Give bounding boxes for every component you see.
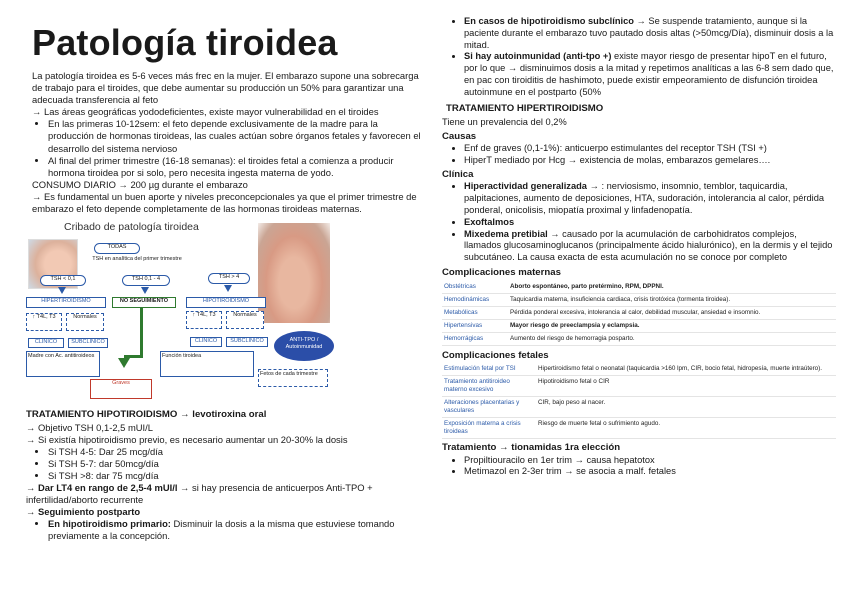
diagram-note-1: Madre con Ac. antitiroideos: [26, 351, 100, 377]
dosis-list: [26, 446, 422, 482]
table-row: [442, 418, 836, 439]
autoinmunidad-bold: Si hay autoinmunidad (anti-tpo +): [464, 51, 612, 62]
green-arrow-icon: [118, 358, 130, 368]
consumo-paragraph: CONSUMO DIARIO → 200 µg durante el embarazo: [32, 178, 248, 190]
table-row: [442, 376, 836, 397]
diagram-title: Cribado de patología tiroidea: [64, 221, 199, 234]
previo-line: → Si existía hipotiroidismo previo, es necesario aumentar un 20-30% la dosis: [26, 433, 348, 445]
table-cell-value: Aumento del riesgo de hemorragia posparto.: [510, 334, 635, 342]
diagram-note-graves: Graves: [90, 379, 152, 399]
table-cell-value: Aborto espontáneo, parto pretérmino, RPM, DPPNI.: [510, 282, 664, 290]
tratamiento-heading: Tratamiento → tionamidas 1ra elección: [442, 442, 621, 454]
clinica-heading: Clínica: [442, 168, 474, 180]
left-column: [26, 0, 422, 543]
aporte-paragraph: → Es fundamental un buen aporte y niveles preconcepcionales ya que el primer trimestre de embarazo el feto depende completamente de las hormonas tiroideas maternas.: [32, 190, 417, 215]
table-cell-value: Taquicardia materna, insuficiencia cardiaca, crisis tirotóxica (tormenta tiroidea).: [510, 295, 731, 303]
clinica-rest: → causado por la acumulación de carbohidratos complejos, llamados glucosaminoglucanos (principalmente ácido hialurónico), en la dermis y el tejido subcutáneo. La causa exacta de esta acumulación no se conoce por completo: [464, 228, 833, 263]
table-row: [442, 306, 836, 319]
table-row: [442, 281, 836, 294]
diagram-clinico-2: CLÍNICO: [190, 337, 222, 347]
table-cell-value: CIR, bajo peso al nacer.: [538, 399, 606, 407]
table-cell-key: Hemodinámicas: [444, 295, 490, 303]
table-cell-key: Tratamiento antitiroideo materno excesivo: [444, 378, 510, 394]
list-item: [48, 518, 422, 542]
table-cell-value: Riesgo de muerte fetal o sufrimiento agudo.: [538, 420, 661, 428]
subclinico-bold: En casos de hipotiroidismo subclínico: [464, 16, 634, 26]
green-arrow-line: [140, 308, 143, 356]
table-cell-key: Metabólicas: [444, 308, 478, 316]
autoinmunidad-rest: existe mayor riesgo de presentar hipoT en el futuro, por lo que → disminuimos dosis a la mitad y repetimos analíticas a las 6-8 sem dado que, en pac con tiroiditis de hashimoto, puede existir empeoramiento de disfunción tiroidea autoinmune en el postparto (50%: [464, 51, 834, 97]
primario-rest: Disminuir la dosis a la misma que estuviese tomando previamente a la concepción.: [48, 518, 395, 542]
seguimiento-heading: → Seguimiento postparto: [26, 506, 141, 518]
diagram-note-3: Fetos de cada trimestre: [258, 369, 328, 387]
diagram-no-seguimiento: NO SEGUIMIENTO: [112, 297, 176, 308]
causas-heading: Causas: [442, 130, 477, 142]
diagram-t4l-alta: ↑ T4L, T3: [26, 313, 62, 331]
diagram-normales-2: Normales: [226, 311, 264, 329]
list-item: [464, 229, 836, 264]
comp-maternas-table: [442, 281, 836, 346]
list-item: • En las primeras 10-12sem: el feto depende exclusivamente de la madre para la producción de hormonas tiroideas, las cuales actúan sobre órganos fetales y favorecen el desarrollo del sistema nervioso: [48, 118, 422, 154]
diagram-clinico: CLÍNICO: [28, 338, 64, 348]
clinica-list: [442, 181, 836, 264]
lt4-line: [26, 482, 422, 506]
list-item: • Si TSH >8: dar 75 mcg/día: [48, 470, 422, 482]
comp-maternas-heading: Complicaciones maternas: [442, 267, 561, 279]
tratamiento-hiper-heading: TRATAMIENTO HIPERTIROIDISMO: [446, 102, 604, 114]
list-item: • Enf de graves (0,1-1%): anticuerpo estimulantes del receptor TSH (TSI +): [464, 143, 836, 155]
table-cell-key: Obstétricas: [444, 282, 476, 290]
neck-goiter-image: [258, 223, 330, 323]
causas-list: [442, 143, 836, 167]
subclinico-rest: → Se suspende tratamiento, aunque si la paciente durante el embarazo tuvo pautado dosis altas (>50mcg/Día), disminuir dosis a la mitad.: [464, 16, 834, 50]
lt4-bold: → Dar LT4 en rango de 2,5-4 mUI/l →: [26, 482, 190, 494]
list-item: [464, 16, 836, 51]
table-cell-value: Pérdida ponderal excesiva, intolerancia al calor, debilidad muscular, ansiedad e insomnio.: [510, 308, 761, 316]
tratamiento-hipo-heading: TRATAMIENTO HIPOTIROIDISMO → levotiroxina oral: [26, 409, 267, 421]
table-cell-key: Hemorrágicas: [444, 334, 484, 342]
diagram-hipertiroidismo: HIPERTIROIDISMO: [26, 297, 106, 308]
table-row: [442, 293, 836, 306]
comp-fetales-table: [442, 363, 836, 439]
clinica-bold: Hiperactividad generalizada: [464, 181, 587, 192]
diagram-note-2: Función tiroidea: [160, 351, 254, 377]
diagram-subclinico-2: SUBCLÍNICO: [226, 337, 268, 347]
diagram-subclinico: SUBCLÍNICO: [68, 338, 108, 348]
list-item: • Si TSH 4-5: Dar 25 mcg/día: [48, 446, 422, 458]
diagram-anti-tpo: ANTI-TPO / Autoinmunidad: [274, 331, 334, 361]
tionamidas-list: [442, 455, 836, 479]
table-cell-key: Hipertensivas: [444, 321, 483, 329]
diagram-t4l-baja: ↑ T4L, T3: [186, 311, 222, 329]
table-cell-value: Hipotiroidismo fetal o CIR: [538, 378, 610, 386]
clinica-rest: → : nerviosismo, insomnio, temblor, taquicardia, palpitaciones, aumento de deposiciones, HTA, sudoración, intolerancia al calor, pérdida ponderal, onicolisis, miopatía proximal y linfadenopatía.: [464, 181, 825, 216]
table-row: [442, 397, 836, 418]
arrow-icon: [224, 285, 232, 292]
list-item: • Propiltiouracilo en 1er trim → causa hepatotox: [464, 455, 836, 467]
postparto-list: [442, 16, 836, 99]
arrow-icon: [141, 287, 149, 294]
diagram-tsh-low: TSH < 0,1: [40, 275, 86, 286]
diagram-tsh-sub: TSH en analítica del primer trimestre: [82, 256, 192, 264]
intro-paragraph: La patología tiroidea es 5-6 veces más frec en la mujer. El embarazo supone una sobrecarga de trabajo para el tiroides, que debe aumentar su producción un 50% para garantizar una adecuada transferencia al feto: [32, 70, 419, 106]
seguimiento-list: [26, 518, 422, 542]
table-cell-value: Hipertiroidismo fetal o neonatal (taquicardia >160 lpm, CIR, bocio fetal, hidropesía, muerte intraútero).: [538, 365, 823, 373]
diagram-todas: TODAS: [94, 243, 140, 254]
comp-fetales-heading: Complicaciones fetales: [442, 349, 549, 361]
list-item: [464, 51, 836, 98]
clinica-bold: Exoftalmos: [464, 216, 515, 227]
objetivo-line: → Objetivo TSH 0,1-2,5 mUI/L: [26, 421, 153, 433]
table-cell-key: Alteraciones placentarias y vasculares: [444, 399, 520, 415]
prevalencia-line: Tiene un prevalencia del 0,2%: [442, 117, 567, 128]
table-cell-key: Exposición materna a crisis tiroideas: [444, 420, 521, 436]
list-item: • Si TSH 5-7: dar 50mcg/día: [48, 458, 422, 470]
right-column: [442, 16, 836, 478]
diagram-tsh-mid: TSH 0,1 - 4: [122, 275, 170, 286]
fetal-development-list: [26, 118, 422, 178]
screening-diagram: [26, 221, 422, 407]
diagram-normales: Normales: [66, 313, 104, 331]
diagram-hipotiroidismo: HIPOTIROIDISMO: [186, 297, 266, 308]
clinica-bold: Mixedema pretibial: [464, 228, 548, 239]
list-item: • HiperT mediado por Hcg → existencia de molas, embarazos gemelares….: [464, 155, 836, 167]
list-item: [464, 181, 836, 216]
page-title: Patología tiroidea: [32, 22, 338, 63]
areas-paragraph: → Las áreas geográficas yododeficientes, existe mayor vulnerabilidad en el tiroides: [32, 106, 379, 118]
table-cell-value: Mayor riesgo de preeclampsia y eclampsia.: [510, 321, 640, 329]
arrow-icon: [58, 287, 66, 294]
list-item: • Metimazol en 2-3er trim → se asocia a malf. fetales: [464, 466, 836, 478]
table-row: [442, 363, 836, 376]
table-cell-key: Estimulación fetal por TSI: [444, 365, 516, 373]
table-row: [442, 332, 836, 345]
lt4-rest: si hay presencia de anticuerpos Anti-TPO + infertilidad/aborto recurrente: [26, 482, 373, 506]
list-item: [464, 217, 836, 229]
table-row: [442, 319, 836, 332]
list-item: • Al final del primer trimestre (16-18 semanas): el tiroides fetal a comienza a producir hormona tiroidea por si solo, pero necesita ingesta materna de yodo.: [48, 155, 422, 179]
diagram-tsh-high: TSH > 4: [208, 273, 250, 284]
primario-bold: En hipotiroidismo primario:: [48, 518, 171, 530]
